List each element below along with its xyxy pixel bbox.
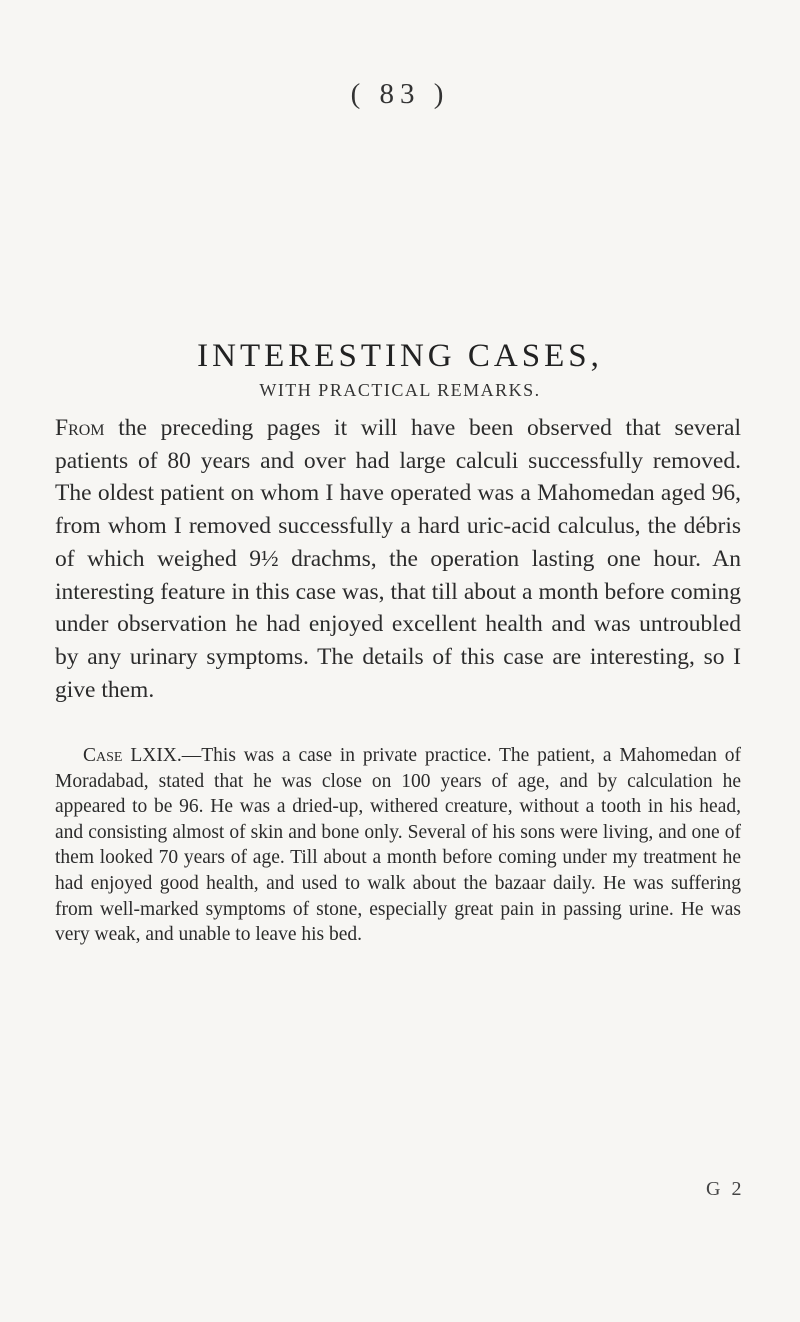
page-number: ( 83 ) bbox=[350, 78, 450, 110]
case-paragraph bbox=[55, 743, 741, 948]
case-text: LXIX.—This was a case in private practice. The patient, a Mahomedan of Moradabad, stated that he was close on 100 years of age, and by calculation he appeared to be 96. He was a dried-up, withered creature, without a tooth in his head, and consisting almost of skin and bone only. Several of his sons were living, and one of them looked 70 years of age. Till about a month before coming under my treatment he had enjoyed good health, and used to walk about the bazaar daily. He was suffering from well-marked symptoms of stone, especially great pain in passing urine. He was very weak, and unable to leave his bed. bbox=[55, 745, 741, 946]
page-title: INTERESTING CASES, bbox=[197, 338, 603, 374]
signature-mark: G 2 bbox=[706, 1178, 745, 1200]
case-label: Case bbox=[83, 745, 123, 766]
intro-text: the preceding pages it will have been observed that several patients of 80 years and over had large calculi successfully removed. The oldest patient on whom I have operated was a Mahomedan aged 96, from whom I removed successfully a hard uric-acid calculus, the débris of which weighed 9½ drachms, the operation lasting one hour. An interesting feature in this case was, that till about a month before coming under observation he had enjoyed excellent health and was untroubled by any urinary symptoms. The details of this case are interesting, so I give them. bbox=[55, 415, 741, 703]
intro-lead-word: From bbox=[55, 415, 105, 441]
page-subtitle: WITH PRACTICAL REMARKS. bbox=[259, 380, 541, 400]
intro-paragraph bbox=[55, 412, 741, 706]
